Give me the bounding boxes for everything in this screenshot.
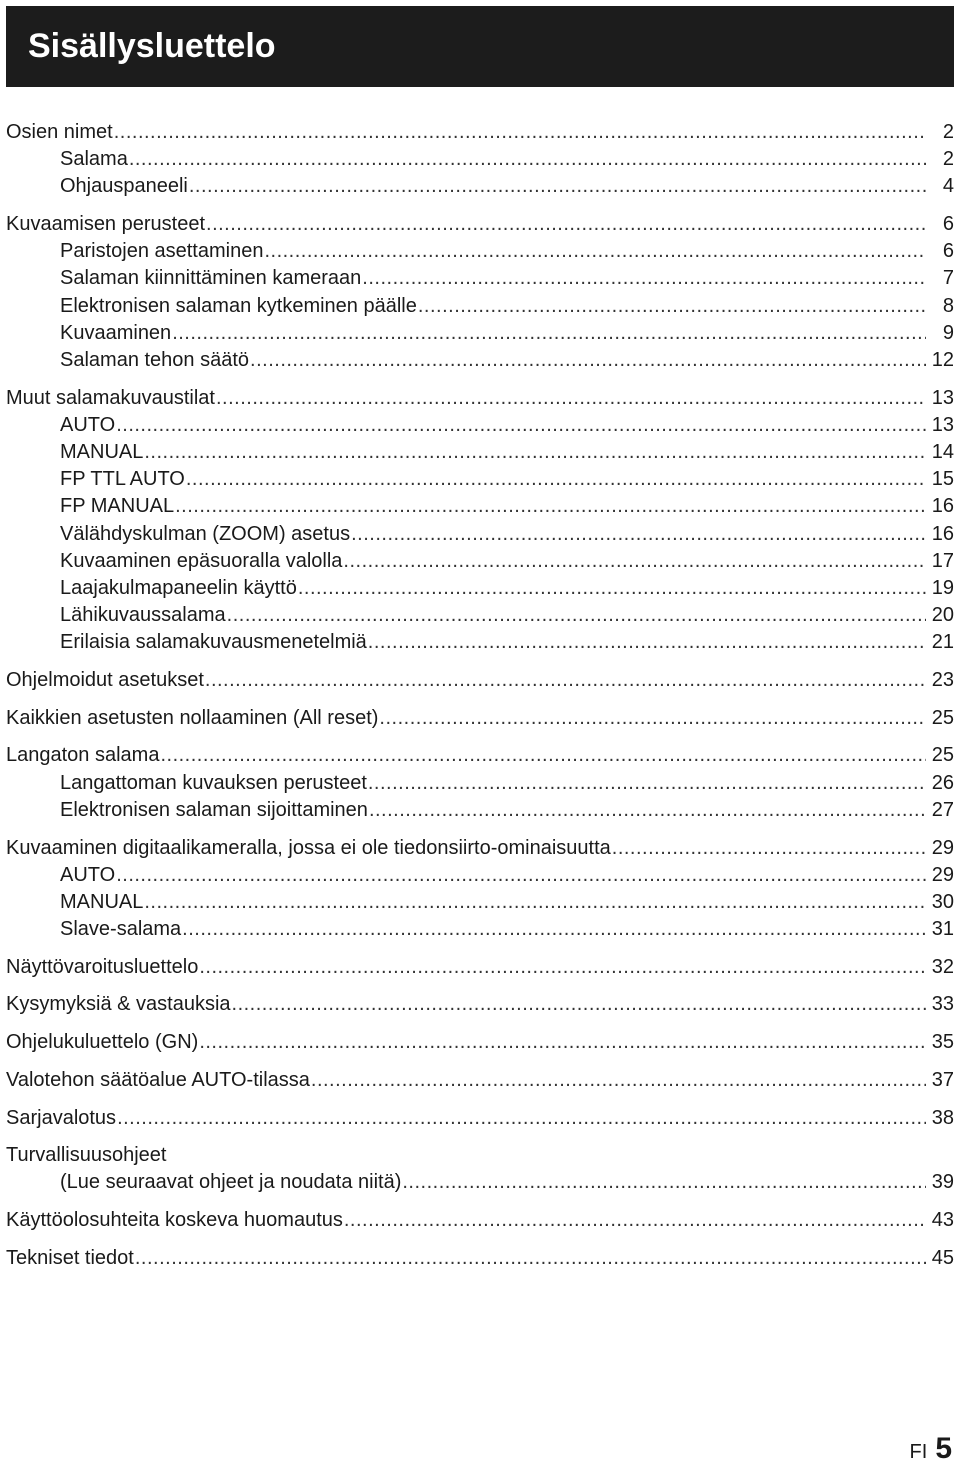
toc-dot-leader: [379, 705, 925, 732]
toc-dot-leader: [114, 119, 926, 146]
toc-entry-label: Slave-salama: [60, 918, 182, 941]
toc-entry[interactable]: [6, 1105, 954, 1132]
toc-entry-label: Ohjelukuluettelo (GN): [6, 1031, 199, 1054]
toc-entry-label: Valotehon säätöalue AUTO-tilassa: [6, 1068, 310, 1091]
toc-entry-label: Näyttövaroitusluettelo: [6, 955, 199, 978]
toc-page-number: 16: [931, 495, 954, 518]
toc-entry[interactable]: [6, 667, 954, 694]
toc-entry[interactable]: [6, 1207, 954, 1234]
toc-subentry[interactable]: [6, 575, 954, 602]
toc-entry-label: Kuvaaminen: [60, 321, 172, 344]
page-footer: [910, 1432, 952, 1472]
toc-entry[interactable]: [6, 991, 954, 1018]
toc-page-number: 2: [942, 121, 954, 143]
toc-page-number: 45: [931, 1246, 954, 1269]
toc-dot-leader: [116, 412, 926, 439]
toc-entry[interactable]: [6, 211, 954, 238]
toc-subentry[interactable]: [6, 293, 954, 320]
toc-entry[interactable]: [6, 1067, 954, 1094]
toc-dot-leader: [144, 889, 925, 916]
toc-dot-leader: [343, 548, 925, 575]
toc-dot-leader: [129, 146, 926, 173]
toc-page-number: 38: [931, 1106, 954, 1129]
toc-entry-label: Kysymyksiä & vastauksia: [6, 993, 231, 1016]
toc-page-number: 37: [931, 1068, 954, 1091]
toc-page-number: 14: [931, 441, 954, 464]
toc-subentry[interactable]: [6, 548, 954, 575]
toc-page-number: 19: [931, 577, 954, 599]
toc-entry-label: Laajakulmapaneelin käyttö: [60, 577, 297, 599]
toc-subentry[interactable]: [6, 412, 954, 439]
toc-page-number: 9: [942, 321, 954, 344]
toc-subentry[interactable]: [6, 173, 954, 200]
toc-entry[interactable]: [6, 954, 954, 981]
toc-dot-leader: [418, 293, 926, 320]
toc-subentry[interactable]: [6, 439, 954, 466]
toc-entry[interactable]: [6, 1245, 954, 1272]
toc-entry[interactable]: [6, 1142, 954, 1169]
toc-subentry[interactable]: [6, 602, 954, 629]
toc-page-number: 29: [931, 836, 954, 859]
toc-subentry[interactable]: [6, 916, 954, 943]
toc-entry[interactable]: [6, 705, 954, 732]
toc-dot-leader: [144, 439, 925, 466]
toc-page-number: 23: [931, 669, 954, 692]
toc-entry-label: Käyttöolosuhteita koskeva huomautus: [6, 1209, 343, 1232]
title-bar: [6, 6, 954, 87]
toc-subentry[interactable]: [6, 797, 954, 824]
toc-subentry[interactable]: [6, 320, 954, 347]
toc-subentry[interactable]: [6, 347, 954, 374]
toc-entry-label: Osien nimet: [6, 121, 113, 143]
toc-page-number: 16: [931, 522, 954, 545]
toc-dot-leader: [351, 521, 926, 548]
toc-entry[interactable]: [6, 1029, 954, 1056]
toc-page-number: 33: [931, 993, 954, 1016]
toc-page-number: 15: [931, 468, 954, 491]
toc-entry-label: Kuvaaminen epäsuoralla valolla: [60, 549, 343, 572]
toc-dot-leader: [227, 602, 926, 629]
toc-page-number: 12: [931, 349, 954, 371]
toc-entry-label: Välähdyskulman (ZOOM) asetus: [60, 522, 351, 545]
toc-subentry[interactable]: [6, 889, 954, 916]
toc-dot-leader: [117, 1105, 926, 1132]
page-title: Sisällysluettelo: [28, 27, 276, 65]
toc-page-number: 6: [942, 240, 954, 263]
toc-page-number: 8: [942, 294, 954, 317]
toc-entry-label: AUTO: [60, 863, 116, 886]
toc-entry-label: Salama: [60, 148, 128, 171]
toc-page-number: 43: [931, 1209, 954, 1232]
toc-entry[interactable]: [6, 385, 954, 412]
toc-page-number: 2: [942, 148, 954, 171]
toc-dot-leader: [216, 385, 926, 412]
table-of-contents: [6, 119, 954, 1272]
toc-entry[interactable]: [6, 835, 954, 862]
toc-dot-leader: [206, 211, 926, 238]
toc-subentry[interactable]: [6, 466, 954, 493]
toc-entry-label: Salaman kiinnittäminen kameraan: [60, 267, 362, 290]
toc-entry-label: Turvallisuusohjeet: [6, 1144, 167, 1167]
toc-entry-label: MANUAL: [60, 441, 144, 464]
toc-subentry[interactable]: [6, 493, 954, 520]
toc-dot-leader: [182, 916, 926, 943]
toc-entry-label: FP TTL AUTO: [60, 468, 185, 491]
toc-page-number: 7: [942, 267, 954, 290]
toc-entry-label: Salaman tehon säätö: [60, 349, 250, 371]
toc-page-number: 26: [931, 771, 954, 794]
toc-entry-label: (Lue seuraavat ohjeet ja noudata niitä): [60, 1171, 402, 1194]
toc-dot-leader: [369, 797, 926, 824]
toc-page-number: 31: [931, 918, 954, 941]
toc-page-number: 6: [942, 213, 954, 236]
toc-entry-label: Kaikkien asetusten nollaaminen (All reset): [6, 706, 379, 729]
toc-page-number: 13: [931, 413, 954, 436]
toc-page-number: 4: [942, 175, 954, 198]
toc-entry-label: Muut salamakuvaustilat: [6, 386, 215, 409]
toc-dot-leader: [232, 991, 926, 1018]
toc-page-number: 30: [931, 890, 954, 913]
toc-subentry[interactable]: [6, 862, 954, 889]
footer-page-number: 5: [935, 1432, 952, 1465]
toc-dot-leader: [362, 265, 926, 292]
toc-dot-leader: [175, 493, 926, 520]
toc-subentry[interactable]: [6, 521, 954, 548]
toc-page-number: 13: [931, 386, 954, 409]
toc-entry-label: FP MANUAL: [60, 495, 175, 518]
toc-dot-leader: [160, 742, 925, 769]
toc-entry-label: Tekniset tiedot: [6, 1246, 134, 1269]
toc-dot-leader: [344, 1207, 926, 1234]
toc-dot-leader: [116, 862, 926, 889]
toc-dot-leader: [298, 575, 926, 602]
toc-subentry[interactable]: [6, 238, 954, 265]
toc-entry-label: AUTO: [60, 413, 116, 436]
toc-entry-label: Langaton salama: [6, 744, 160, 767]
toc-subentry[interactable]: [6, 629, 954, 656]
toc-page-number: 35: [931, 1031, 954, 1054]
toc-dot-leader: [205, 667, 926, 694]
toc-dot-leader: [264, 238, 926, 265]
toc-page-number: 21: [931, 631, 954, 654]
toc-entry-label: Erilaisia salamakuvausmenetelmiä: [60, 631, 367, 654]
toc-entry-label: Elektronisen salaman sijoittaminen: [60, 798, 368, 821]
toc-entry-label: Elektronisen salaman kytkeminen päälle: [60, 294, 417, 317]
toc-page-number: 17: [931, 549, 954, 572]
toc-subentry[interactable]: [6, 146, 954, 173]
toc-dot-leader: [189, 173, 926, 200]
toc-page-number: 32: [931, 955, 954, 978]
toc-dot-leader: [612, 835, 926, 862]
toc-page-number: 25: [931, 706, 954, 729]
toc-dot-leader: [250, 347, 926, 374]
toc-dot-leader: [402, 1169, 925, 1196]
toc-entry-label: Langattoman kuvauksen perusteet: [60, 771, 367, 794]
footer-language-code: FI: [909, 1441, 928, 1463]
toc-subentry[interactable]: [6, 1169, 954, 1196]
toc-subentry[interactable]: [6, 770, 954, 797]
toc-entry-label: Paristojen asettaminen: [60, 240, 264, 263]
toc-entry-label: Ohjelmoidut asetukset: [6, 669, 204, 692]
toc-entry-label: Ohjauspaneeli: [60, 175, 188, 198]
toc-dot-leader: [199, 954, 925, 981]
toc-page-number: 25: [931, 744, 954, 767]
toc-entry-label: Kuvaaminen digitaalikameralla, jossa ei ole tiedonsiirto-ominaisuutta: [6, 836, 611, 859]
toc-dot-leader: [368, 770, 926, 797]
toc-dot-leader: [199, 1029, 925, 1056]
toc-dot-leader: [368, 629, 926, 656]
toc-entry[interactable]: [6, 119, 954, 146]
toc-dot-leader: [135, 1245, 926, 1272]
toc-entry-label: MANUAL: [60, 890, 144, 913]
toc-entry-label: Lähikuvaussalama: [60, 604, 226, 627]
toc-subentry[interactable]: [6, 265, 954, 292]
toc-page-number: 39: [931, 1171, 954, 1194]
toc-entry-label: Kuvaamisen perusteet: [6, 213, 206, 236]
toc-dot-leader: [186, 466, 926, 493]
toc-dot-leader: [172, 320, 926, 347]
toc-page-number: 29: [931, 863, 954, 886]
toc-dot-leader: [311, 1067, 926, 1094]
toc-entry[interactable]: [6, 742, 954, 769]
toc-page-number: 20: [931, 604, 954, 627]
toc-page-number: 27: [931, 798, 954, 821]
toc-entry-label: Sarjavalotus: [6, 1106, 117, 1129]
